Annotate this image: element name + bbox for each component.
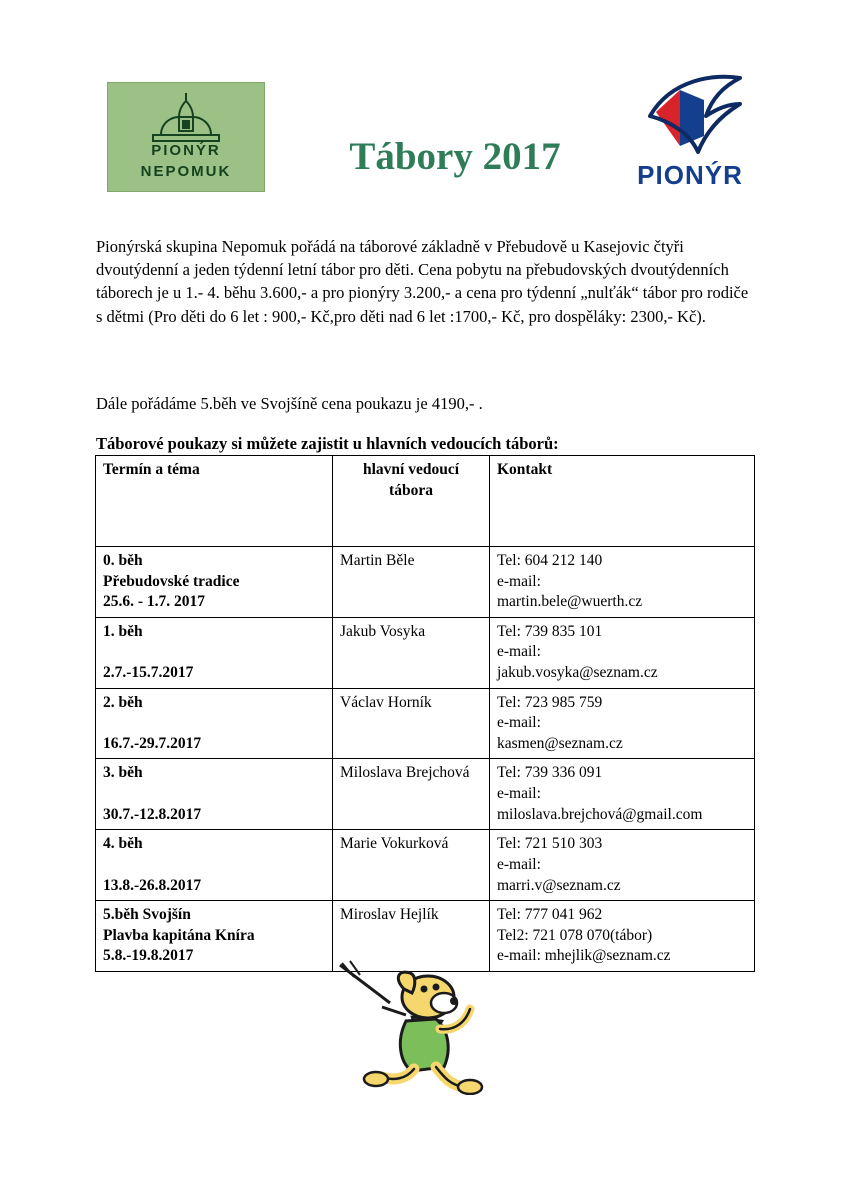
cell-contact — [490, 830, 755, 901]
logo-label-nepomuk: NEPOMUK — [140, 163, 232, 180]
cell-leader: Miroslav Hejlík — [333, 901, 490, 972]
term-line: 1. běh — [103, 622, 143, 640]
contact-line: miloslava.brejchová@gmail.com — [497, 805, 703, 823]
running-dog-mascot-icon — [320, 955, 530, 1095]
cell-leader: Miloslava Brejchová — [333, 759, 490, 830]
cell-leader: Marie Vokurková — [333, 830, 490, 901]
cell-term — [96, 759, 333, 830]
cell-leader: Václav Horník — [333, 688, 490, 759]
table-row — [96, 759, 755, 830]
cell-contact — [490, 688, 755, 759]
logo-label-pionyr: PIONÝR — [151, 142, 221, 159]
column-header-term: Termín a téma — [96, 456, 333, 547]
term-line: 5.běh Svojšín — [103, 906, 191, 924]
camps-table — [95, 455, 755, 972]
table-row — [96, 547, 755, 618]
term-line: 25.6. - 1.7. 2017 — [103, 593, 206, 611]
contact-line: Tel: 777 041 962 — [497, 906, 603, 924]
pionyr-nepomuk-logo — [107, 82, 265, 192]
term-line: Přebudovské tradice — [103, 572, 240, 590]
contact-line: Tel2: 721 078 070(tábor) — [497, 926, 653, 944]
cell-leader: Martin Běle — [333, 547, 490, 618]
table-header-row — [96, 456, 755, 547]
contact-line: Tel: 721 510 303 — [497, 835, 603, 853]
term-line: 4. běh — [103, 835, 143, 853]
term-line: 0. běh — [103, 552, 143, 569]
cell-term — [96, 547, 333, 618]
term-line — [103, 855, 325, 876]
contact-line: e-mail: — [497, 572, 541, 590]
term-line: 3. běh — [103, 764, 143, 782]
table-row — [96, 688, 755, 759]
page-title: Tábory 2017 — [349, 135, 561, 178]
contact-line: e-mail: — [497, 643, 541, 661]
pionyr-wordmark: PIONÝR — [637, 160, 743, 190]
contact-line: e-mail: — [497, 785, 541, 803]
term-line — [103, 784, 325, 805]
contact-line: e-mail: — [497, 855, 541, 873]
term-line: 30.7.-12.8.2017 — [103, 805, 202, 823]
cell-term — [96, 830, 333, 901]
contact-line: marri.v@seznam.cz — [497, 876, 621, 894]
term-line: 13.8.-26.8.2017 — [103, 876, 202, 894]
column-header-contact: Kontakt — [490, 456, 755, 547]
cell-contact — [490, 617, 755, 688]
vouchers-note: Táborové poukazy si můžete zajistit u hlavních vedoucích táborů: — [96, 433, 559, 453]
term-line: 2.7.-15.7.2017 — [103, 664, 194, 682]
table-row — [96, 830, 755, 901]
cell-term — [96, 901, 333, 972]
contact-line: Tel: 739 336 091 — [497, 764, 603, 782]
table-row — [96, 617, 755, 688]
cell-term — [96, 617, 333, 688]
term-line: 2. běh — [103, 693, 143, 711]
contact-line: kasmen@seznam.cz — [497, 734, 623, 752]
cell-leader: Jakub Vosyka — [333, 617, 490, 688]
contact-line: martin.bele@wuerth.cz — [497, 593, 643, 611]
pionyr-brand-logo — [620, 72, 760, 197]
camps-table-wrapper — [95, 455, 754, 972]
document-header — [0, 72, 849, 202]
contact-line: e-mail: — [497, 714, 541, 732]
term-line — [103, 713, 325, 734]
contact-line: e-mail: mhejlik@seznam.cz — [497, 947, 671, 965]
term-line: 16.7.-29.7.2017 — [103, 734, 202, 752]
term-line: 5.8.-19.8.2017 — [103, 947, 194, 965]
term-line: Plavba kapitána Kníra — [103, 926, 255, 944]
intro-paragraph: Pionýrská skupina Nepomuk pořádá na táborové základně v Přebudově u Kasejovic čtyři dvoutýdenní a jeden týdenní letní tábor pro děti. Cena pobytu na přebudovských dvoutýdenních táborech je u 1.- 4. běhu 3.600,- a pro pionýry 3.200,- a cena pro týdenní „nulťák“ tábor pro rodiče s dětmi (Pro děti do 6 let : 900,- Kč,pro děti nad 6 let :1700,- Kč, pro dospěláky: 2300,- Kč). — [96, 236, 749, 326]
cell-contact — [490, 759, 755, 830]
church-tower-icon — [131, 91, 241, 148]
camps-table-body — [96, 547, 755, 972]
contact-line: Tel: 739 835 101 — [497, 622, 603, 640]
contact-line: Tel: 604 212 140 — [497, 552, 603, 569]
cell-term — [96, 688, 333, 759]
second-paragraph: Dále pořádáme 5.běh ve Svojšíně cena poukazu je 4190,- . — [96, 393, 483, 413]
contact-line: jakub.vosyka@seznam.cz — [497, 664, 658, 682]
cell-contact — [490, 547, 755, 618]
contact-line: Tel: 723 985 759 — [497, 693, 603, 711]
column-header-leader: hlavní vedoucí tábora — [333, 456, 490, 547]
term-line — [103, 642, 325, 663]
